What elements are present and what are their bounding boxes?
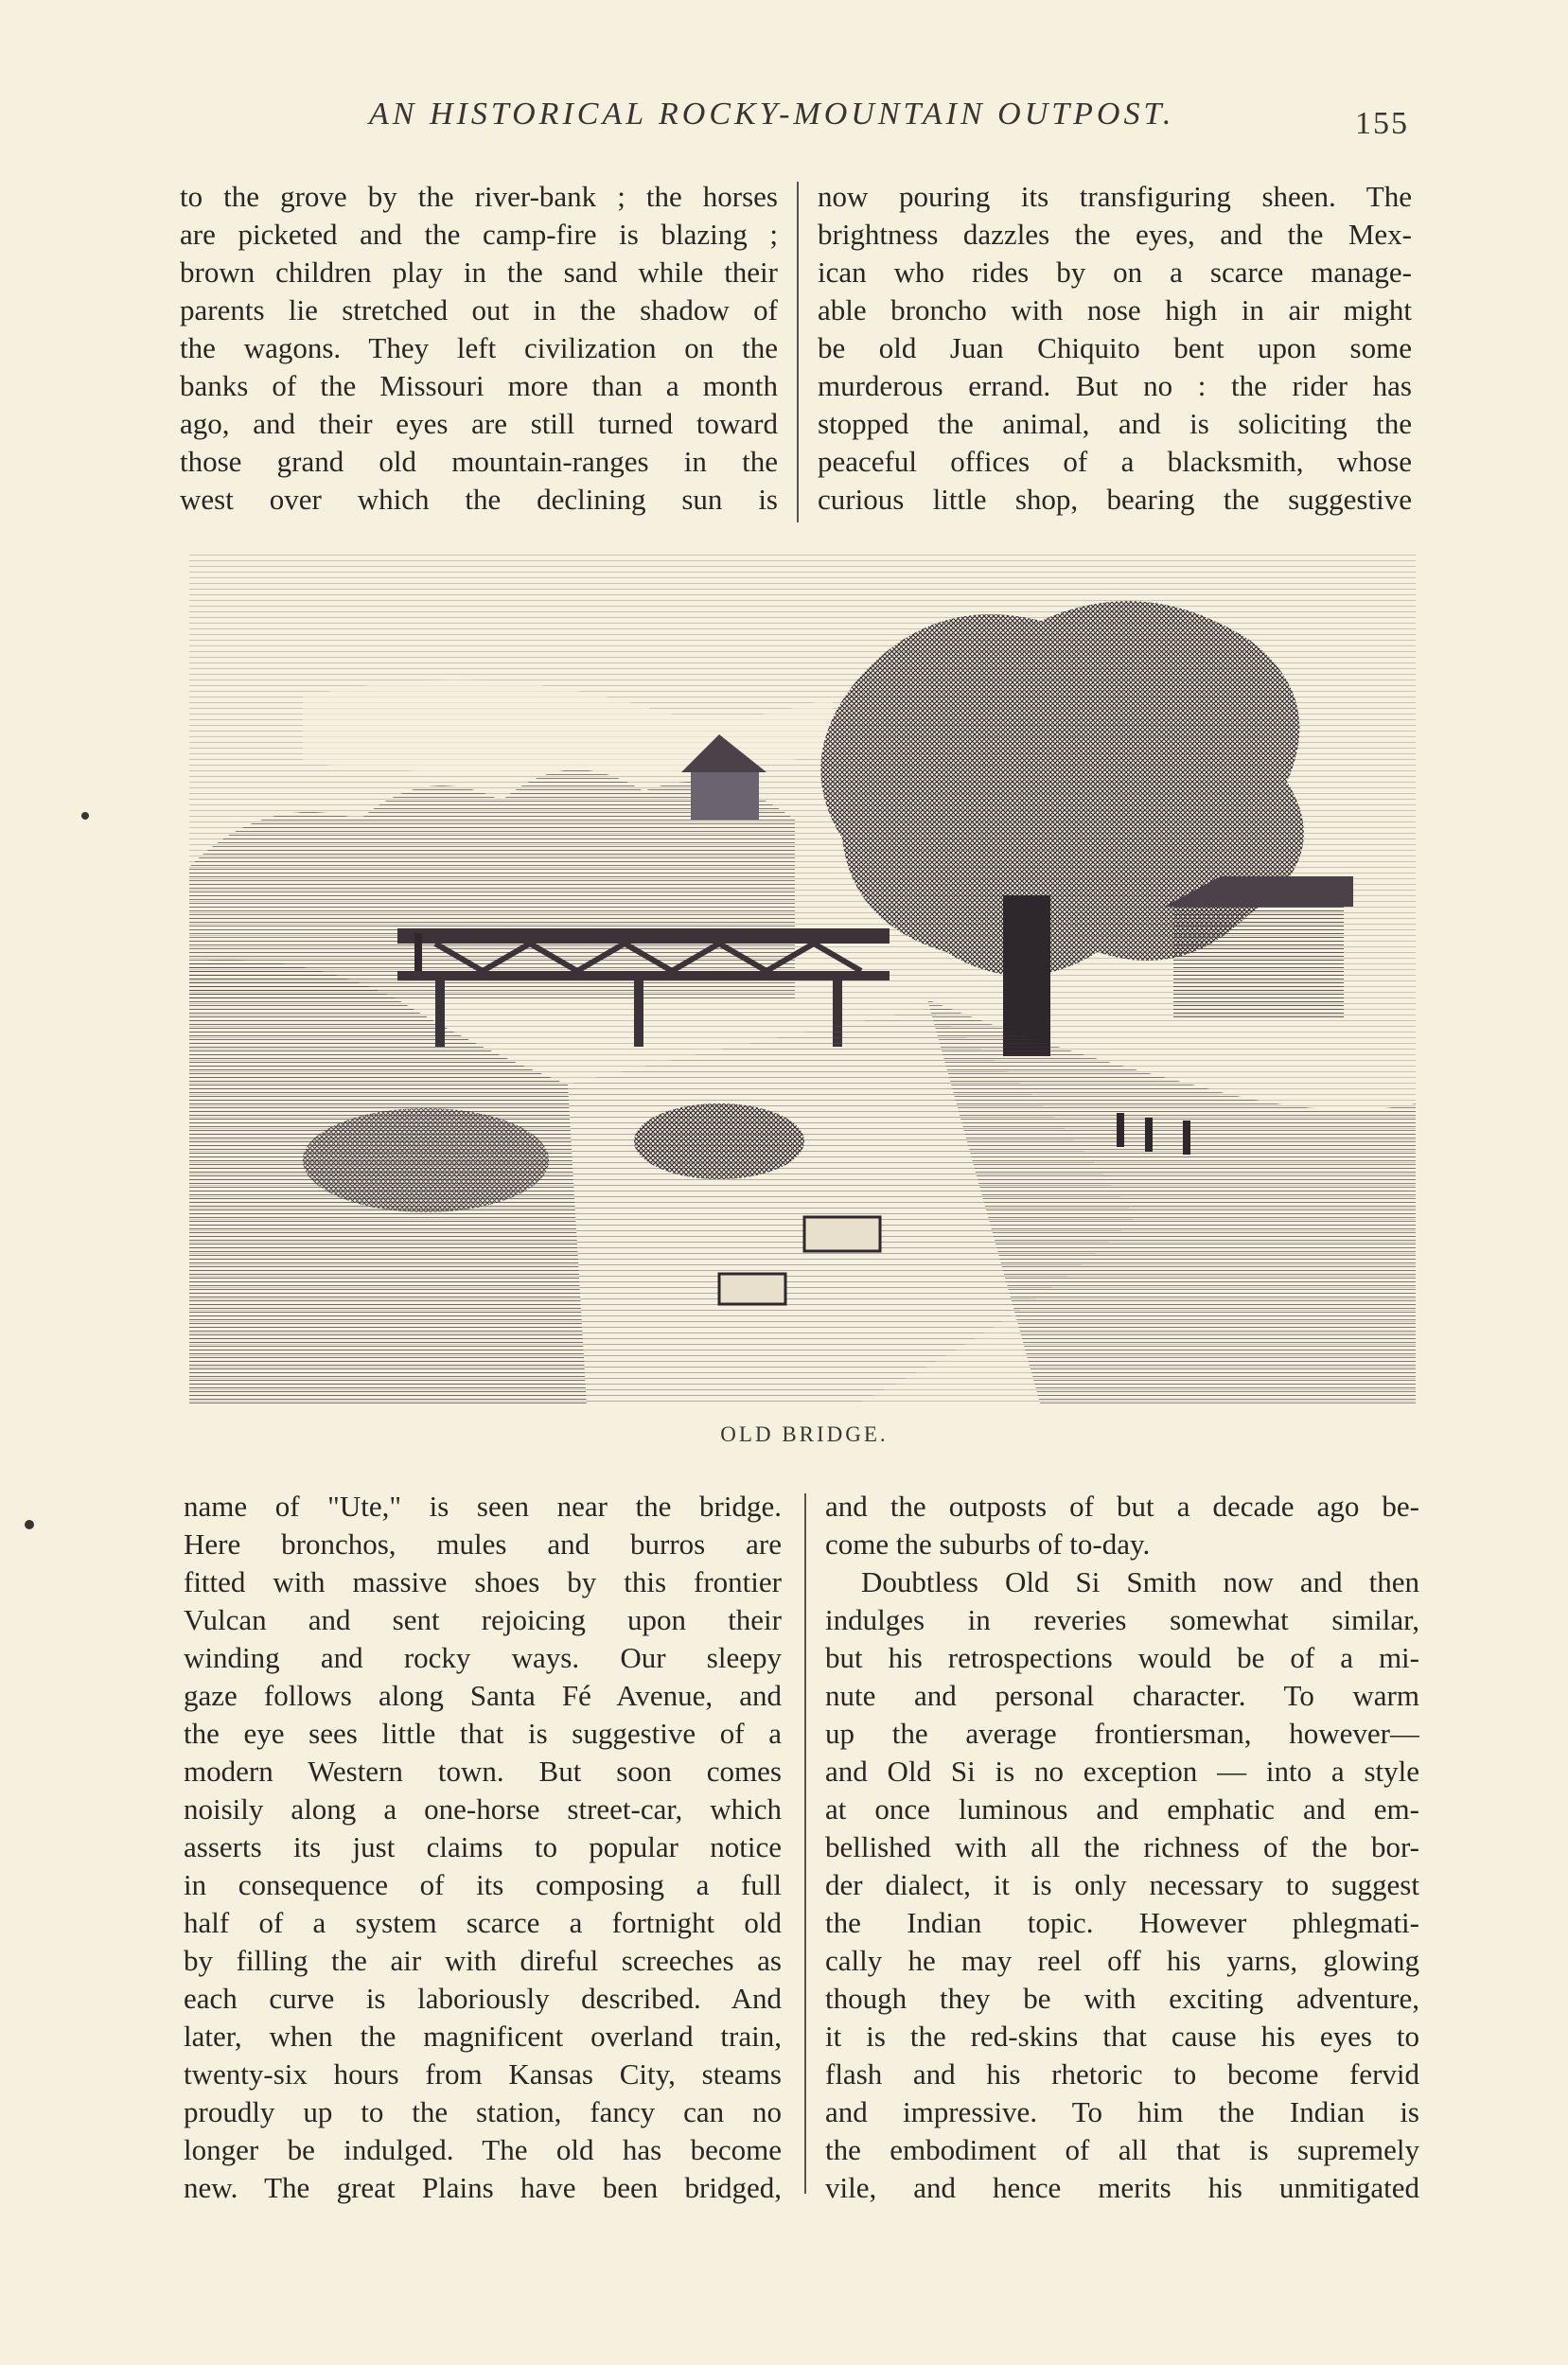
text-line: later, when the magnificent overland train, <box>184 2020 782 2053</box>
text-line: peaceful offices of a blacksmith, whose <box>818 445 1412 478</box>
column-rule <box>797 182 799 522</box>
text-line: to the grove by the river-bank ; the horses <box>180 180 778 213</box>
text-line: ago, and their eyes are still turned toward <box>180 407 778 440</box>
text-line: parents lie stretched out in the shadow of <box>180 293 778 327</box>
text-line: twenty-six hours from Kansas City, steams <box>184 2057 782 2091</box>
text-line: brown children play in the sand while their <box>180 256 778 289</box>
ink-speck <box>81 812 89 820</box>
text-line: winding and rocky ways. Our sleepy <box>184 1641 782 1674</box>
text-line: up the average frontiersman, however— <box>825 1717 1419 1750</box>
text-line: be old Juan Chiquito bent upon some <box>818 331 1412 364</box>
text-line: now pouring its transfiguring sheen. The <box>818 180 1412 213</box>
text-column-bottom-left <box>184 1488 782 2207</box>
text-line: by filling the air with direful screeches as <box>184 1944 782 1977</box>
text-line: noisily along a one-horse street-car, which <box>184 1792 782 1826</box>
text-line: and impressive. To him the Indian is <box>825 2095 1419 2128</box>
text-line: each curve is laboriously described. And <box>184 1982 782 2015</box>
text-line: those grand old mountain-ranges in the <box>180 445 778 478</box>
text-line: west over which the declining sun is <box>180 483 778 516</box>
text-line: new. The great Plains have been bridged, <box>184 2171 782 2204</box>
running-head: AN HISTORICAL ROCKY-MOUNTAIN OUTPOST. <box>369 97 1175 132</box>
text-line: bellished with all the richness of the bor- <box>825 1830 1419 1863</box>
text-line: Here bronchos, mules and burros are <box>184 1527 782 1561</box>
text-column-top-left <box>180 178 778 519</box>
text-line: gaze follows along Santa Fé Avenue, and <box>184 1679 782 1712</box>
text-line: and the outposts of but a decade ago be- <box>825 1490 1419 1523</box>
engraving-old-bridge-icon <box>189 555 1416 1406</box>
text-line: and Old Si is no exception — into a style <box>825 1755 1419 1788</box>
text-line: der dialect, it is only necessary to suggest <box>825 1868 1419 1901</box>
text-line: indulges in reveries somewhat similar, <box>825 1603 1419 1636</box>
text-line: proudly up to the station, fancy can no <box>184 2095 782 2128</box>
page-number: 155 <box>1355 106 1409 141</box>
illustration-caption: OLD BRIDGE. <box>720 1422 889 1446</box>
text-line: the eye sees little that is suggestive of a <box>184 1717 782 1750</box>
text-line: brightness dazzles the eyes, and the Mex- <box>818 218 1412 251</box>
text-line: cally he may reel off his yarns, glowing <box>825 1944 1419 1977</box>
text-line: it is the red-skins that cause his eyes to <box>825 2020 1419 2053</box>
text-line: but his retrospections would be of a mi- <box>825 1641 1419 1674</box>
text-line: banks of the Missouri more than a month <box>180 369 778 402</box>
text-line: modern Western town. But soon comes <box>184 1755 782 1788</box>
text-line: name of "Ute," is seen near the bridge. <box>184 1490 782 1523</box>
text-line: half of a system scarce a fortnight old <box>184 1906 782 1939</box>
text-line: the Indian topic. However phlegmati- <box>825 1906 1419 1939</box>
text-line: in consequence of its composing a full <box>184 1868 782 1901</box>
text-column-top-right <box>818 178 1412 519</box>
text-line: Vulcan and sent rejoicing upon their <box>184 1603 782 1636</box>
column-rule <box>804 1493 806 2194</box>
text-line: Doubtless Old Si Smith now and then <box>861 1565 1419 1598</box>
text-line: vile, and hence merits his unmitigated <box>825 2171 1419 2204</box>
text-line: murderous errand. But no : the rider has <box>818 369 1412 402</box>
text-line: are picketed and the camp-fire is blazing ; <box>180 218 778 251</box>
text-line: the wagons. They left civilization on the <box>180 331 778 364</box>
text-line: longer be indulged. The old has become <box>184 2133 782 2166</box>
text-line: come the suburbs of to-day. <box>825 1527 1151 1561</box>
text-line: able broncho with nose high in air might <box>818 293 1412 327</box>
text-line: asserts its just claims to popular notice <box>184 1830 782 1863</box>
text-line: ican who rides by on a scarce manage- <box>818 256 1412 289</box>
text-column-bottom-right <box>825 1488 1419 2207</box>
text-line: at once luminous and emphatic and em- <box>825 1792 1419 1826</box>
ink-speck <box>25 1520 34 1529</box>
text-line: the embodiment of all that is supremely <box>825 2133 1419 2166</box>
text-line: though they be with exciting adventure, <box>825 1982 1419 2015</box>
text-line: fitted with massive shoes by this frontier <box>184 1565 782 1598</box>
text-line: stopped the animal, and is soliciting the <box>818 407 1412 440</box>
text-line: flash and his rhetoric to become fervid <box>825 2057 1419 2091</box>
text-line: nute and personal character. To warm <box>825 1679 1419 1712</box>
text-line: curious little shop, bearing the suggestive <box>818 483 1412 516</box>
